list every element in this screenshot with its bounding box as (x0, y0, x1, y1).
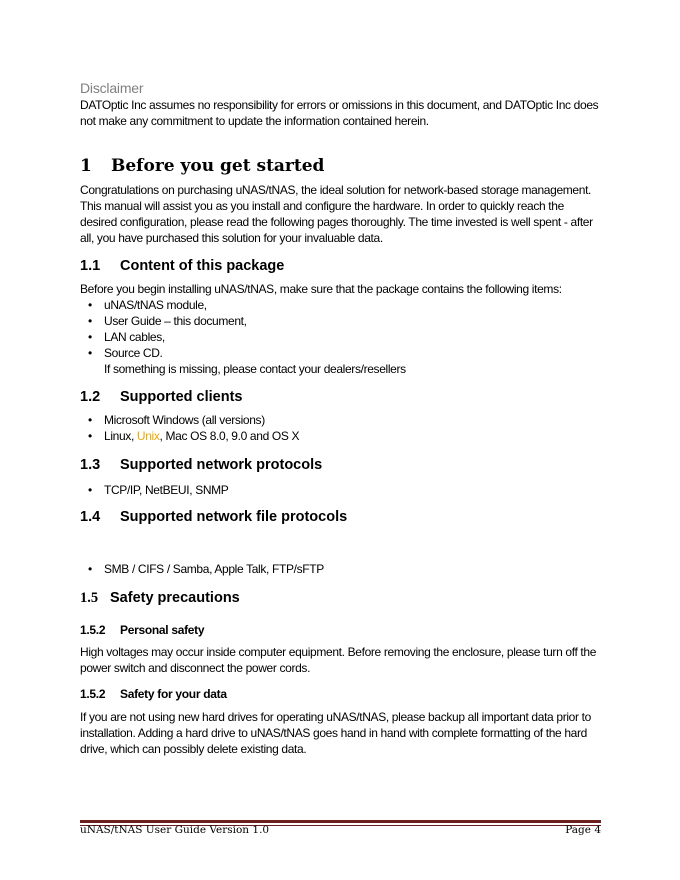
section-1-4-heading (80, 509, 600, 525)
section-number: 1.1 (80, 258, 101, 274)
clients-list (80, 412, 600, 444)
package-list (80, 297, 600, 361)
footer-title: uNAS/tNAS User Guide Version 1.0 (80, 824, 270, 836)
section-number: 1.5.2 (80, 687, 106, 701)
section-title: Supported network file protocols (120, 509, 348, 525)
section-number: 1.3 (80, 457, 101, 473)
list-item: • LAN cables, (80, 329, 600, 345)
section-number: 1 (80, 156, 92, 176)
section-title: Supported clients (120, 389, 243, 405)
list-item: • SMB / CIFS / Samba, Apple Talk, FTP/sFTP (80, 561, 600, 577)
package-note: If something is missing, please contact your dealers/resellers (104, 362, 406, 376)
section-title: Content of this package (120, 258, 285, 274)
unix-highlight: Unix (136, 429, 160, 443)
section-1-3-heading (80, 457, 600, 473)
section-1-1-heading (80, 258, 600, 274)
section-number: 1.4 (80, 509, 101, 525)
list-item: • Microsoft Windows (all versions) (80, 412, 600, 428)
section-number: 1.5 (80, 590, 99, 606)
list-item: • User Guide – this document, (80, 313, 600, 329)
page-footer (80, 824, 601, 836)
personal-safety-text: High voltages may occur inside computer equipment. Before removing the enclosure, please turn off the power switch and disconnect the power cords. (80, 645, 597, 675)
network-protocols-list (80, 482, 600, 498)
list-item: • Source CD. (80, 345, 600, 361)
section-number: 1.2 (80, 389, 101, 405)
list-item (80, 428, 600, 444)
package-intro: Before you begin installing uNAS/tNAS, make sure that the package contains the following items: (80, 282, 562, 296)
data-safety-text: If you are not using new hard drives for operating uNAS/tNAS, please backup all important data prior to installation. Adding a hard drive to uNAS/tNAS goes hand in hand with complete formatting of the hard drive, which can possibly delete existing data. (80, 710, 591, 756)
personal-safety-heading (80, 623, 600, 637)
section-title: Safety for your data (120, 687, 227, 701)
section-title: Personal safety (120, 623, 205, 637)
section-1-heading (80, 156, 600, 176)
footer-rule-thick (80, 820, 601, 823)
data-safety-heading (80, 687, 600, 701)
section-title: Supported network protocols (120, 457, 323, 473)
section-1-2-heading (80, 389, 600, 405)
list-item: • TCP/IP, NetBEUI, SNMP (80, 482, 600, 498)
section-title: Before you get started (111, 156, 325, 176)
section-number: 1.5.2 (80, 623, 106, 637)
page-number: Page 4 (565, 824, 601, 836)
section-1-text: Congratulations on purchasing uNAS/tNAS, the ideal solution for network-based storage management. This manual will assist you as you install and configure the hardware. In order to quickly reach the desired configuration, please read the following pages thoroughly. The time invested is well spent - after all, you have purchased this solution for your invaluable data. (80, 183, 593, 245)
disclaimer-text: DATOptic Inc assumes no responsibility for errors or omissions in this document, and DATOptic Inc does not make any commitment to update the information contained herein. (80, 98, 599, 128)
section-1-5-heading (80, 590, 600, 607)
list-item: • uNAS/tNAS module, (80, 297, 600, 313)
disclaimer-title: Disclaimer (80, 80, 144, 96)
text: , Mac OS 8.0, 9.0 and OS X (159, 429, 300, 443)
file-protocols-list (80, 561, 600, 577)
section-title: Safety precautions (110, 590, 240, 606)
text: Linux, (104, 429, 137, 443)
